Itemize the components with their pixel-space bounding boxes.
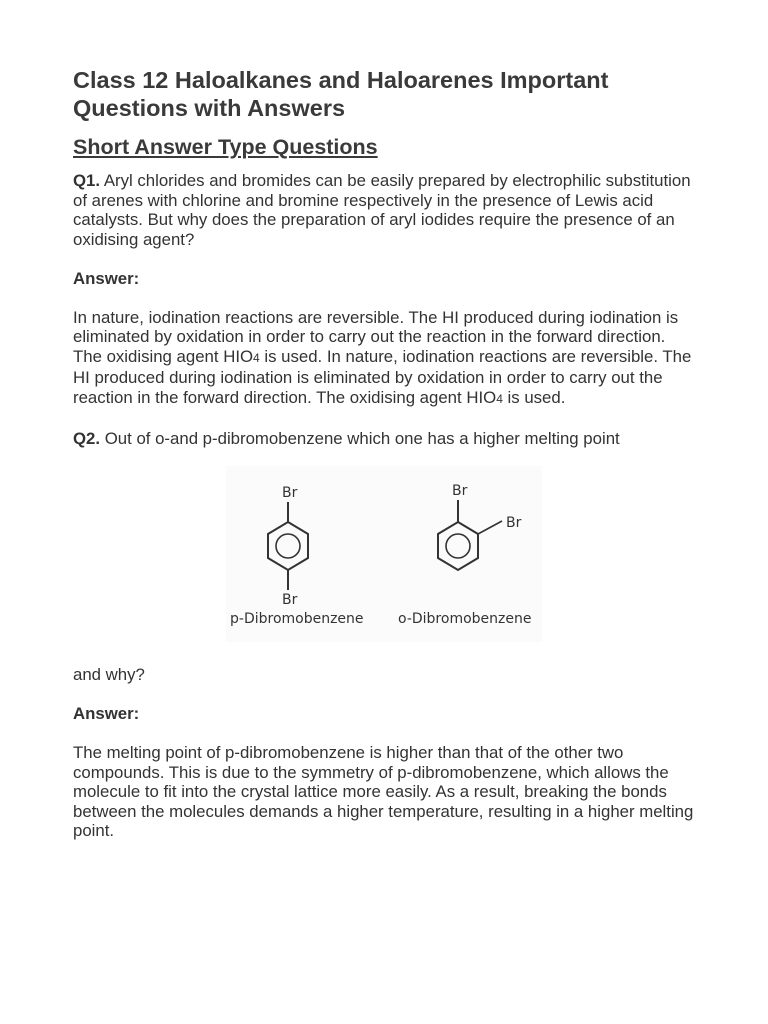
p-top-br-label: Br bbox=[282, 485, 298, 501]
answer-1-text-part1: In nature, iodination reactions are reversible. The HI produced during iodination is eliminated by oxidation in order to carry out the reaction in the forward direction. The oxidising agent HIO bbox=[73, 307, 679, 366]
structures-diagram bbox=[226, 466, 542, 642]
question-2-label: Q2. bbox=[73, 428, 101, 448]
section-heading: Short Answer Type Questions bbox=[73, 135, 378, 159]
answer-1-text bbox=[73, 308, 698, 410]
dibromobenzene-figure bbox=[226, 466, 542, 642]
document-page bbox=[73, 66, 698, 841]
answer-2-label-text: Answer: bbox=[73, 704, 140, 723]
o-caption: o-Dibromobenzene bbox=[398, 611, 532, 627]
answer-1-label-text: Answer: bbox=[73, 268, 140, 288]
answer-1-subscript-2: 4 bbox=[496, 391, 503, 406]
answer-1-text-part3: is used. bbox=[502, 387, 566, 407]
page-title: Class 12 Haloalkanes and Haloarenes Important Questions with Answers bbox=[73, 67, 609, 121]
p-dibromobenzene-structure bbox=[230, 485, 364, 627]
o-aromatic-circle bbox=[446, 534, 470, 558]
answer-1-label bbox=[73, 269, 698, 289]
answer-1-subscript-1: 4 bbox=[253, 350, 260, 365]
question-1-label: Q1. bbox=[73, 171, 101, 190]
answer-1-text-part2: is used. In nature, iodination reactions are reversible. The HI produced during iodination is eliminated by oxidation in order to carry out the reaction in the forward direction. The oxidising agent HIO bbox=[73, 346, 692, 407]
answer-2-text: The melting point of p-dibromobenzene is higher than that of the other two compounds. This is due to the symmetry of p-dibromobenzene, which allows the molecule to fit into the crystal lattice more easily. As a result, breaking the bonds between the molecules demands a higher temperature, resulting in a higher melting point. bbox=[73, 743, 694, 840]
p-bottom-br-label: Br bbox=[282, 592, 298, 608]
p-benzene-ring bbox=[268, 522, 308, 570]
o-side-br-label: Br bbox=[506, 515, 522, 531]
question-2 bbox=[73, 429, 698, 449]
question-1 bbox=[73, 171, 698, 249]
p-caption: p-Dibromobenzene bbox=[230, 611, 364, 627]
o-dibromobenzene-structure bbox=[398, 483, 531, 627]
question-2-text: Out of o-and p-dibromobenzene which one has a higher melting point bbox=[104, 428, 620, 448]
question-2-continuation: and why? bbox=[73, 665, 145, 684]
p-aromatic-circle bbox=[276, 534, 300, 558]
answer-2-label bbox=[73, 704, 698, 724]
o-side-bond bbox=[478, 521, 502, 534]
o-top-br-label: Br bbox=[452, 483, 468, 499]
question-1-text: Aryl chlorides and bromides can be easily prepared by electrophilic substitution of arenes with chlorine and bromine respectively in the presence of Lewis acid catalysts. But why does the preparation of aryl iodides require the presence of an oxidising agent? bbox=[73, 171, 691, 249]
o-benzene-ring bbox=[438, 522, 478, 570]
